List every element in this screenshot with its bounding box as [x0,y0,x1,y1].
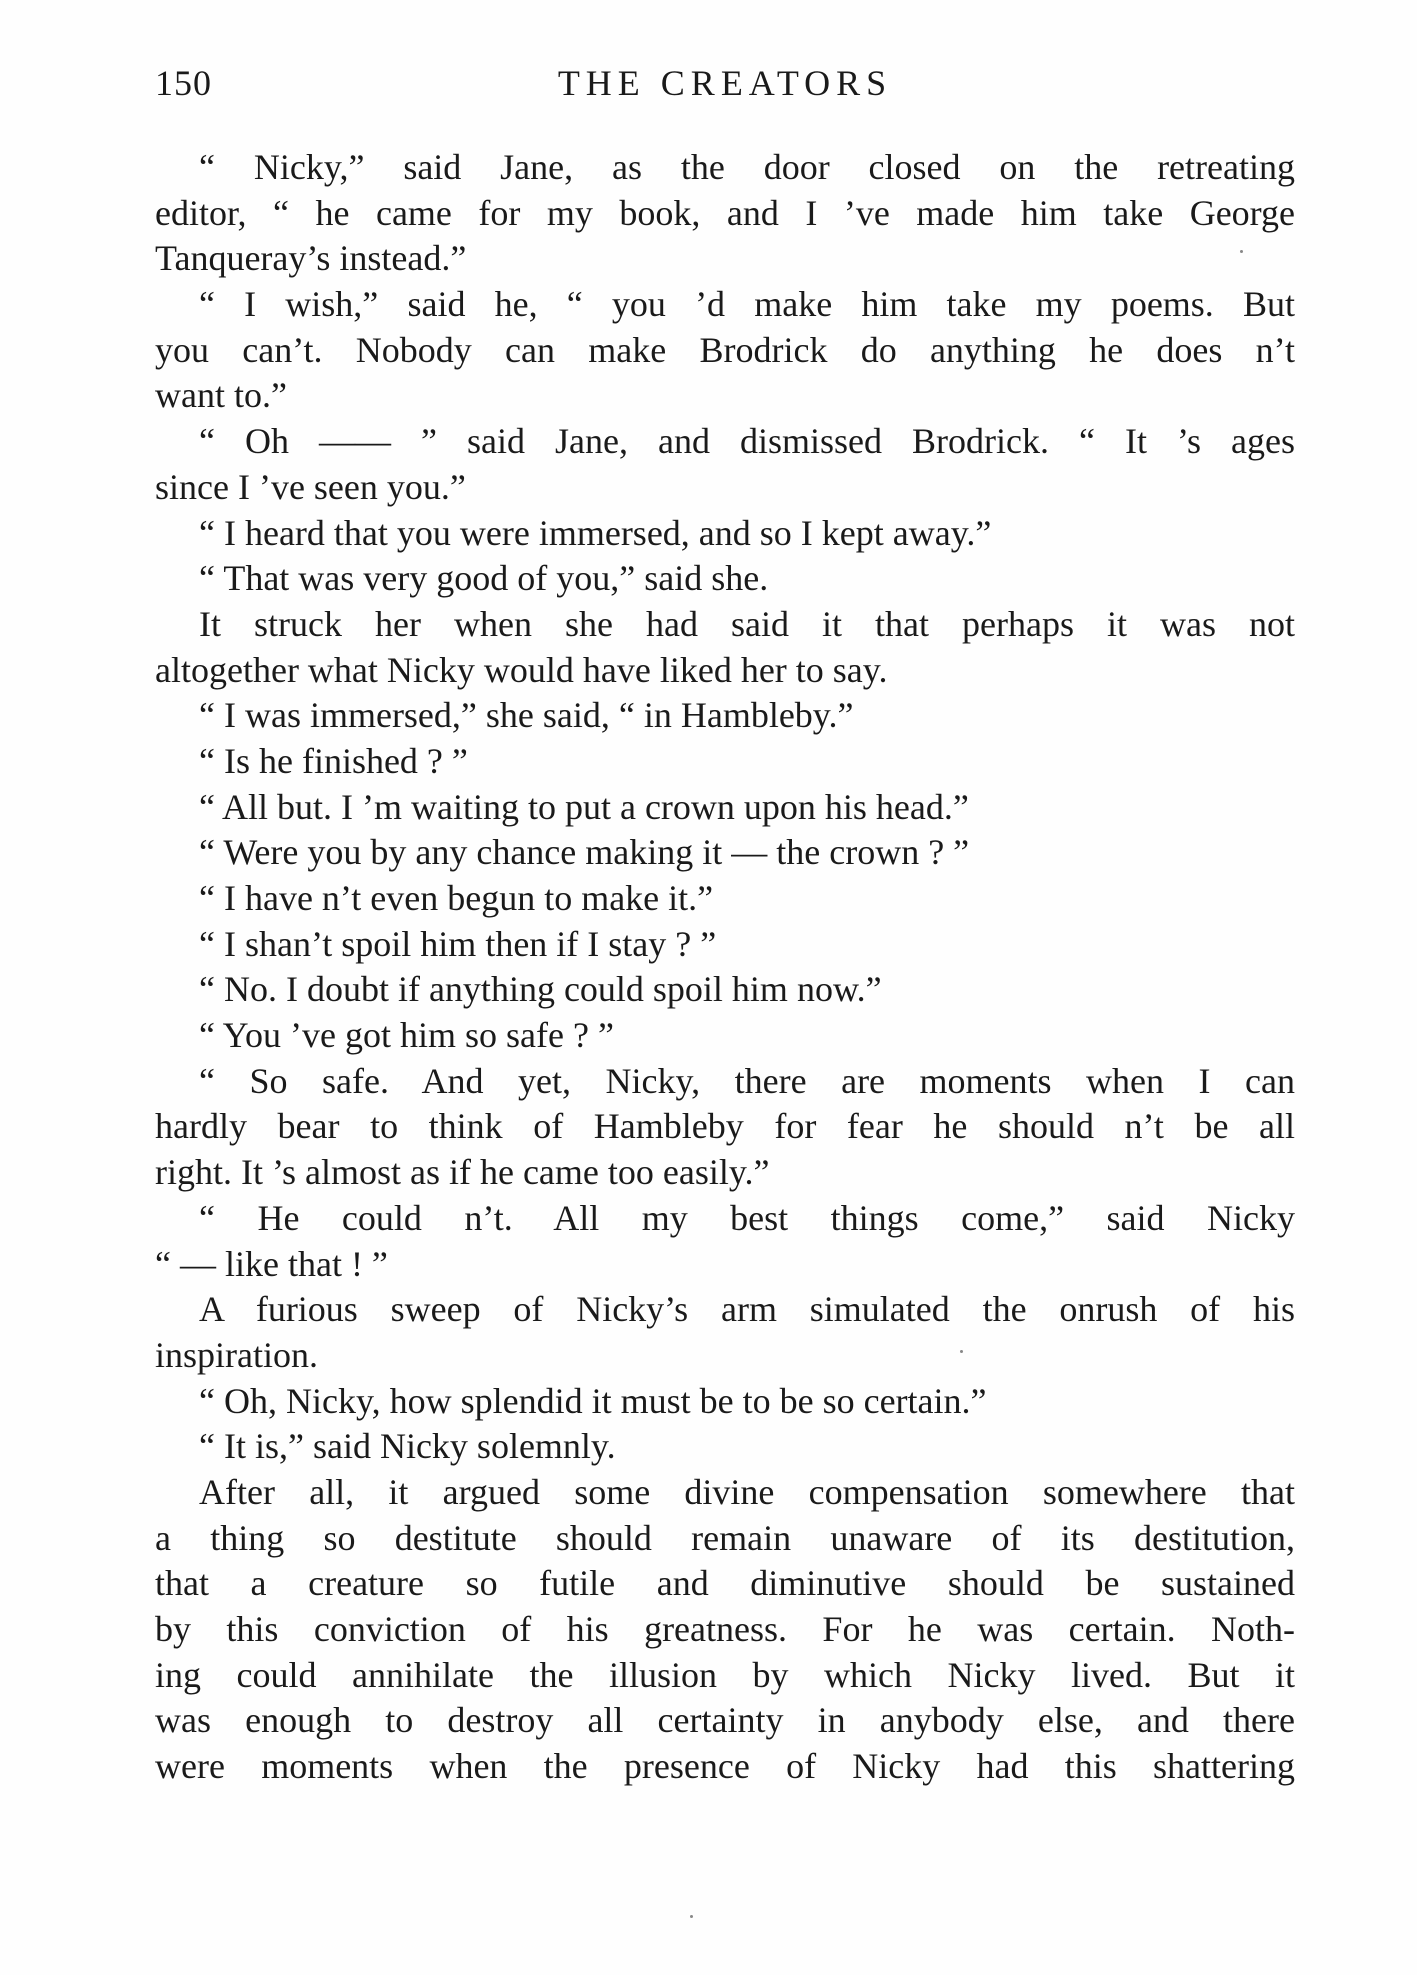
text-line: “ So safe. And yet, Nicky, there are moments when I can [199,1060,1295,1101]
text-line: “ All but. I ’m waiting to put a crown upon his head.” [199,786,969,827]
text-line: were moments when the presence of Nicky had this shattering [155,1746,1295,1787]
text-line: A furious sweep of Nicky’s arm simulated the onrush of his [199,1289,1295,1330]
text-line: “ It is,” said Nicky solemnly. [199,1426,616,1467]
text-line: After all, it argued some divine compensation somewhere that [199,1471,1295,1512]
text-line: “ — like that ! ” [155,1243,388,1284]
text-line: ing could annihilate the illusion by which Nicky lived. But it [155,1654,1295,1695]
text-line: a thing so destitute should remain unaware of its destitution, [155,1517,1295,1558]
text-line: “ I shan’t spoil him then if I stay ? ” [199,923,717,964]
paper-speck [1240,250,1243,253]
text-line: hardly bear to think of Hambleby for fear he should n’t be all [155,1106,1295,1147]
text-line: “ Oh —— ” said Jane, and dismissed Brodrick. “ It ’s ages [199,421,1295,462]
text-line: “ I have n’t even begun to make it.” [199,878,714,918]
text-line: “ You ’ve got him so safe ? ” [199,1015,614,1056]
text-line: that a creature so futile and diminutive should be sustained [155,1563,1295,1604]
text-line: It struck her when she had said it that perhaps it was not [199,603,1295,644]
text-line: “ That was very good of you,” said she. [199,558,769,599]
text-line: right. It ’s almost as if he came too easily.” [155,1152,770,1193]
paper-speck [690,1915,693,1918]
text-line: “ I heard that you were immersed, and so I kept away.” [199,512,992,553]
text-line: “ Nicky,” said Jane, as the door closed on the retreating [199,147,1295,187]
paper-speck [960,1350,963,1353]
text-line: Tanqueray’s instead.” [155,238,467,279]
text-line: “ No. I doubt if anything could spoil him now.” [199,969,882,1010]
text-line: inspiration. [155,1334,318,1375]
page-header [155,58,1295,108]
body-text [155,145,1295,1790]
text-line: “ Oh, Nicky, how splendid it must be to be so certain.” [199,1380,987,1421]
text-line: “ I was immersed,” she said, “ in Hambleby.” [199,695,854,736]
running-title: THE CREATORS [557,63,893,103]
text-line: altogether what Nicky would have liked her to say. [155,649,888,690]
page-number: 150 [155,63,212,103]
text-line: “ Were you by any chance making it — the crown ? ” [199,832,970,873]
text-line: was enough to destroy all certainty in anybody else, and there [155,1700,1295,1741]
text-line: since I ’ve seen you.” [155,466,466,507]
text-line: you can’t. Nobody can make Brodrick do anything he does n’t [155,329,1295,370]
text-line: editor, “ he came for my book, and I ’ve made him take George [155,192,1295,233]
text-line: by this conviction of his greatness. For he was certain. Noth- [155,1609,1295,1649]
text-line: “ He could n’t. All my best things come,” said Nicky [199,1197,1295,1238]
text-line: “ Is he finished ? ” [199,740,468,781]
text-line: want to.” [155,375,287,416]
text-line: “ I wish,” said he, “ you ’d make him take my poems. But [199,284,1295,325]
